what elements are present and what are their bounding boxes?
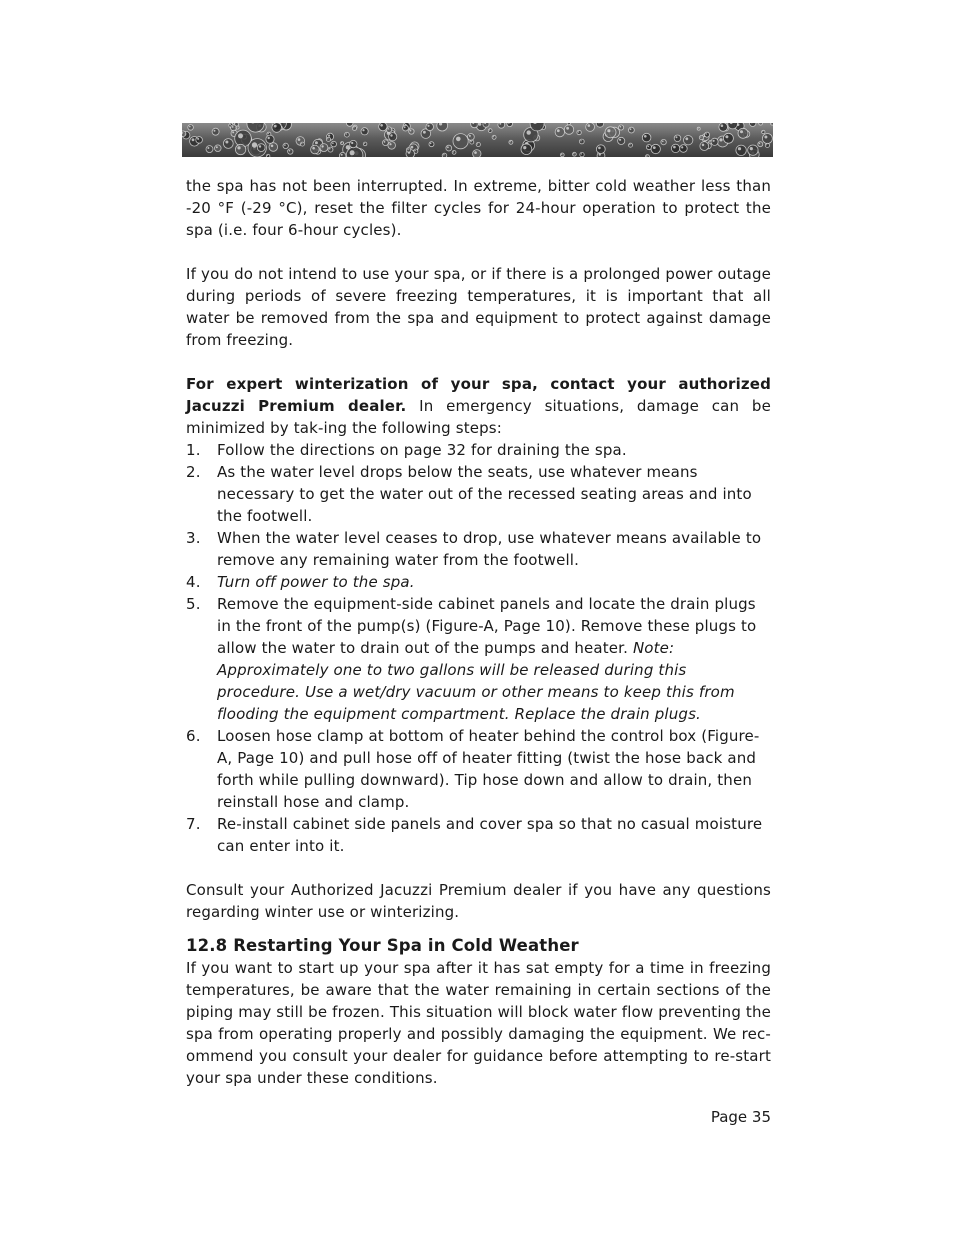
step-item (186, 527, 771, 571)
page-number: Page 35 (710, 1108, 771, 1126)
step-number: 1. (186, 441, 201, 459)
paragraph-winterization (186, 373, 771, 439)
step-item (186, 593, 771, 725)
paragraph-power-outage: If you do not intend to use your spa, or if there is a prolonged power outage during periods of severe freezing temperatures, it is important that all water be removed from the spa and equipment to protect against damage from freezing. (186, 265, 771, 349)
step-text: Re-install cabinet side panels and cover spa so that no casual moisture can enter into it. (217, 815, 763, 855)
step-number: 3. (186, 529, 201, 547)
header-banner-water-droplets (182, 123, 773, 157)
step-text: Follow the directions on page 32 for draining the spa. (217, 441, 627, 459)
step-note: Note: Approximately one to two gallons will be released during this procedure. Use a wet/dry vacuum or other means to keep this from flooding the equipment compartment. Replace the drain plugs. (217, 639, 735, 723)
step-text: When the water level ceases to drop, use whatever means available to remove any remaining water from the footwell. (217, 529, 762, 569)
step-text: As the water level drops below the seats, use whatever means necessary to get the water out of the recessed seating areas and into the footwell. (217, 463, 752, 525)
winterization-bold-lead: For expert winterization of your spa, contact your authorized Jacuzzi Premium dealer. (186, 375, 771, 415)
step-item (186, 461, 771, 527)
paragraph-restarting: If you want to start up your spa after it has sat empty for a time in freezing temperatures, be aware that the water remaining in certain sections of the piping may still be frozen. This situation will block water flow preventing the spa from operating properly and possibly damaging the equipment. We rec-ommend you consult your dealer for guidance before attempting to re-start your spa under these conditions. (186, 959, 771, 1087)
step-text: Remove the equipment-side cabinet panels and locate the drain plugs in the front of the pump(s) (Figure-A, Page 10). Remove these plugs to allow the water to drain out of the pumps and heater. (217, 595, 757, 657)
winterization-rest: In emergency situations, damage can be minimized by tak-ing the following steps: (186, 397, 771, 437)
water-droplets-image (182, 123, 773, 157)
step-number: 2. (186, 463, 201, 481)
paragraph-consult-dealer: Consult your Authorized Jacuzzi Premium dealer if you have any questions regarding winter use or winterizing. (186, 881, 771, 921)
step-item (186, 571, 771, 593)
winterization-steps (186, 439, 771, 857)
page-content (186, 175, 771, 1089)
step-item (186, 725, 771, 813)
section-heading: 12.8 Restarting Your Spa in Cold Weather (186, 936, 579, 955)
step-text: Turn off power to the spa. (217, 573, 415, 591)
step-number: 4. (186, 573, 201, 591)
paragraph-filter-cycles: the spa has not been interrupted. In extreme, bitter cold weather less than -20 °F (-29 °C), reset the filter cycles for 24-hour operation to protect the spa (i.e. four 6-hour cycles). (186, 177, 771, 239)
step-text: Loosen hose clamp at bottom of heater behind the control box (Figure-A, Page 10) and pull hose off of heater fitting (twist the hose back and forth while pulling downward). Tip hose down and allow to drain, then reinstall hose and clamp. (217, 727, 760, 811)
step-item (186, 439, 771, 461)
step-number: 5. (186, 595, 201, 613)
step-number: 6. (186, 727, 201, 745)
step-item (186, 813, 771, 857)
step-number: 7. (186, 815, 201, 833)
